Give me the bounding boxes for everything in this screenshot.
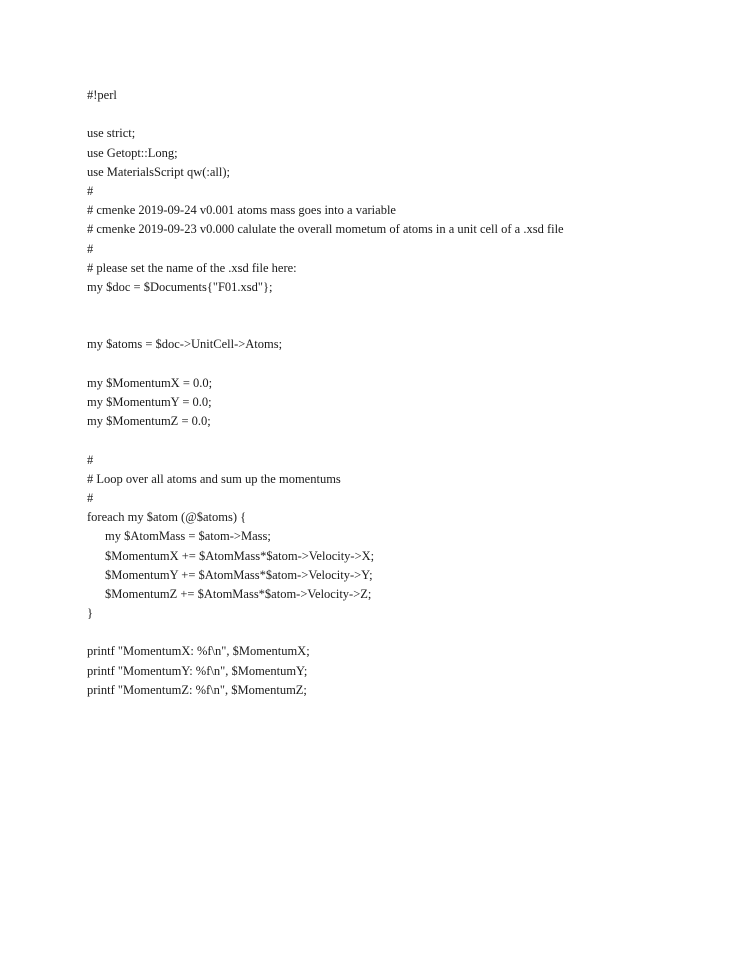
- code-line: $MomentumX += $AtomMass*$atom->Velocity->X;: [105, 548, 375, 563]
- code-line: #!perl: [87, 88, 117, 102]
- code-line: # please set the name of the .xsd file here:: [87, 260, 297, 275]
- code-line: my $MomentumX = 0.0;: [87, 375, 213, 390]
- blank-line: [87, 431, 727, 450]
- code-line: # cmenke 2019-09-24 v0.001 atoms mass goes into a variable: [87, 203, 396, 218]
- code-line: #: [87, 490, 94, 505]
- code-line: foreach my $atom (@$atoms) {: [87, 510, 247, 525]
- code-line: use MaterialsScript qw(:all);: [87, 164, 231, 179]
- code-line: #: [87, 452, 94, 467]
- blank-line: [87, 105, 727, 124]
- code-line: #: [87, 183, 94, 198]
- code-line: printf "MomentumY: %f\n", $MomentumY;: [87, 663, 308, 678]
- code-line: $MomentumY += $AtomMass*$atom->Velocity->Y;: [105, 567, 373, 582]
- blank-line: [87, 623, 727, 642]
- code-line: # cmenke 2019-09-23 v0.000 calulate the overall mometum of atoms in a unit cell of a .xsd file: [87, 222, 564, 237]
- code-line: my $MomentumZ = 0.0;: [87, 414, 211, 429]
- code-line: my $atoms = $doc->UnitCell->Atoms;: [87, 337, 283, 352]
- code-line: # Loop over all atoms and sum up the momentums: [87, 471, 341, 486]
- blank-line: [87, 355, 727, 374]
- code-line: }: [87, 606, 93, 621]
- code-line: my $AtomMass = $atom->Mass;: [105, 529, 271, 544]
- code-line: use Getopt::Long;: [87, 145, 178, 160]
- code-line: printf "MomentumZ: %f\n", $MomentumZ;: [87, 682, 307, 697]
- code-line: my $doc = $Documents{"F01.xsd"};: [87, 279, 273, 294]
- code-line: #: [87, 241, 94, 256]
- code-line: $MomentumZ += $AtomMass*$atom->Velocity->Z;: [105, 586, 372, 601]
- code-line: my $MomentumY = 0.0;: [87, 395, 212, 409]
- blank-line: [87, 316, 727, 335]
- code-line: printf "MomentumX: %f\n", $MomentumX;: [87, 644, 310, 659]
- perl-script-text: [87, 86, 727, 700]
- code-line: use strict;: [87, 126, 136, 141]
- blank-line: [87, 297, 727, 316]
